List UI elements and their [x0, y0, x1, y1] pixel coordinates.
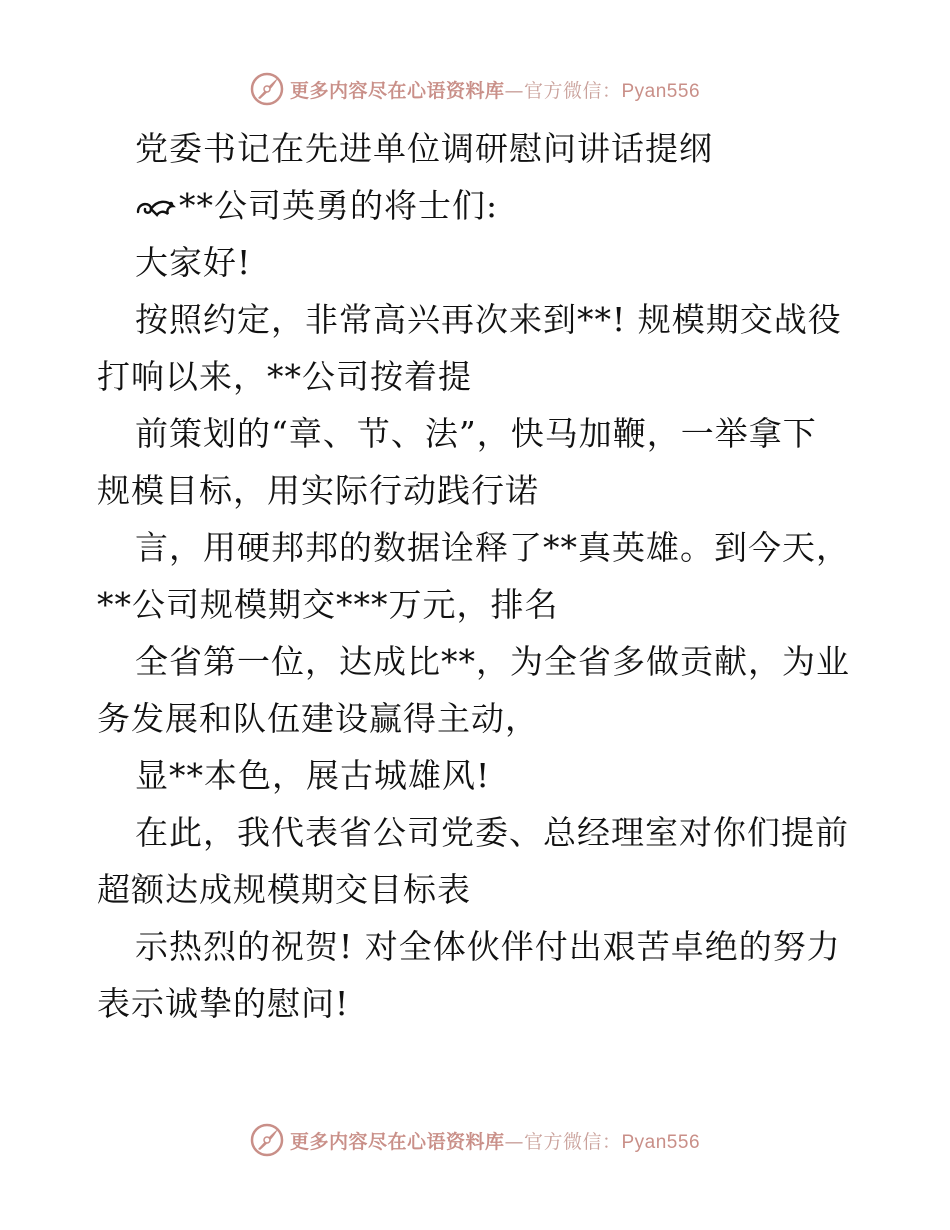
watermark-id: Pyan556 [621, 80, 701, 102]
paragraph-line: 示热烈的祝贺! 对全体伙伴付出艰苦卓绝的努力 [135, 927, 841, 966]
paragraph-line: **公司规模期交***万元，排名 [97, 585, 559, 624]
watermark-separator: — [504, 79, 524, 102]
header-watermark [0, 72, 950, 106]
paragraph-line: 显**本色，展古城雄风! [135, 756, 491, 795]
paragraph-line: 前策划的“章、节、法”，快马加鞭，一举拿下 [135, 414, 817, 453]
watermark-label: 官方微信： [523, 1130, 622, 1153]
paragraph-line: 在此，我代表省公司党委、总经理室对你们提前 [135, 813, 849, 852]
watermark-main-text: 更多内容尽在心语资料库 [289, 79, 505, 102]
quill-logo-icon [250, 72, 284, 106]
paragraph-line: 规模目标，用实际行动践行诺 [97, 471, 539, 510]
watermark-id: Pyan556 [621, 1131, 701, 1153]
footer-watermark [0, 1123, 950, 1157]
document-title: 党委书记在先进单位调研慰问讲话提纲 [135, 129, 713, 168]
paragraph-line: 表示诚挚的慰问! [97, 984, 350, 1023]
document-body [97, 120, 857, 1032]
paragraph-line: 全省第一位，达成比**，为全省多做贡献，为业 [135, 642, 850, 681]
watermark-main-text: 更多内容尽在心语资料库 [289, 1130, 505, 1153]
paragraph-line: 言，用硬邦邦的数据诠释了**真英雄。到今天， [135, 528, 850, 567]
salutation-line [97, 177, 857, 234]
swirl-ornament-icon [135, 196, 177, 220]
watermark-label: 官方微信： [523, 79, 622, 102]
quill-logo-icon [250, 1123, 284, 1157]
salutation-text: **公司英勇的将士们: [179, 186, 499, 225]
paragraph-line: 按照约定，非常高兴再次来到**! 规模期交战役 [135, 300, 842, 339]
watermark-separator: — [504, 1130, 524, 1153]
paragraph-line: 超额达成规模期交目标表 [97, 870, 471, 909]
paragraph-line: 务发展和队伍建设赢得主动， [97, 699, 539, 738]
greeting-line: 大家好! [135, 243, 252, 282]
paragraph-line: 打响以来，**公司按着提 [97, 357, 472, 396]
